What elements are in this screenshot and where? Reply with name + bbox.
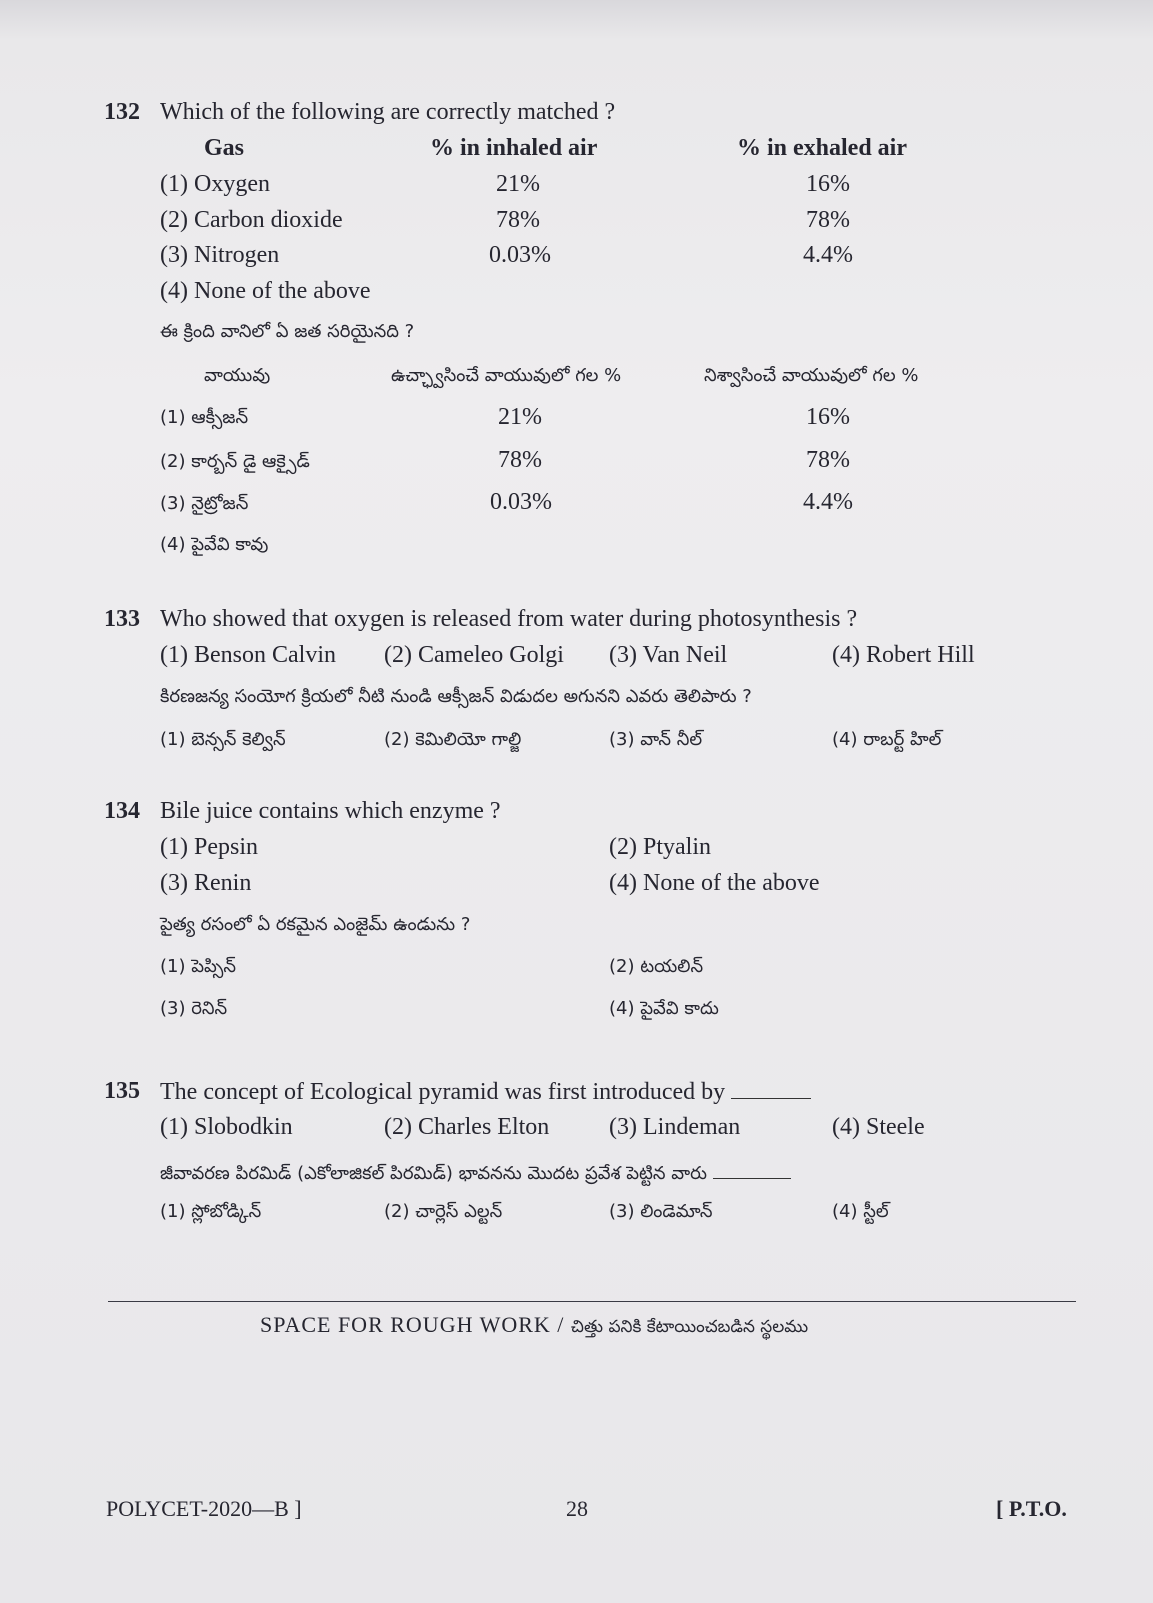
answer-blank [731, 1078, 811, 1099]
option-1-telugu: (1) స్లోబోడ్కిన్ [160, 1201, 262, 1222]
option-exhaled-value: 78% [806, 447, 850, 473]
rough-work-english: SPACE FOR ROUGH WORK [260, 1312, 551, 1337]
option-3: (3) Van Neil [609, 642, 728, 668]
table-header-inhaled: % in inhaled air [430, 135, 598, 161]
question-text-telugu-line [160, 1158, 791, 1188]
table-header-gas: Gas [204, 135, 245, 161]
rough-work-separator: / [550, 1312, 571, 1337]
option-label: (4) None of the above [160, 278, 371, 304]
option-4-telugu: (4) పైవేవి కాదు [609, 998, 719, 1019]
question-text-line [160, 1078, 811, 1106]
option-exhaled-value: 16% [806, 171, 850, 197]
divider-line [108, 1301, 1076, 1302]
option-3-telugu: (3) వాన్ నీల్ [609, 729, 703, 750]
option-exhaled-value: 16% [806, 404, 850, 430]
option-label-telugu: (2) కార్బన్ డై ఆక్సైడ్ [160, 451, 310, 472]
option-1-telugu: (1) బెన్సన్ కెల్విన్ [160, 729, 286, 750]
question-text: Bile juice contains which enzyme ? [160, 798, 501, 824]
option-2-telugu: (2) టయలిన్ [609, 956, 704, 977]
option-label: (2) Carbon dioxide [160, 207, 343, 233]
option-2-telugu: (2) కెమిలియో గాల్జి [384, 729, 522, 750]
option-2: (2) Charles Elton [384, 1114, 550, 1140]
option-label: (1) Oxygen [160, 171, 270, 197]
question-number: 133 [104, 606, 140, 632]
option-4: (4) Robert Hill [832, 642, 975, 668]
rough-work-telugu: చిత్తు పనికి కేటాయించబడిన స్థలము [570, 1317, 809, 1337]
option-inhaled-value: 0.03% [490, 489, 552, 515]
option-exhaled-value: 78% [806, 207, 850, 233]
option-label: (3) Nitrogen [160, 242, 280, 268]
question-text-telugu: పైత్య రసంలో ఏ రకమైన ఎంజైమ్ ఉండును ? [160, 914, 471, 935]
option-2: (2) Cameleo Golgi [384, 642, 564, 668]
question-text: Which of the following are correctly matched ? [160, 99, 616, 125]
question-number: 132 [104, 99, 140, 125]
option-inhaled-value: 78% [498, 447, 542, 473]
option-4-telugu: (4) రాబర్ట్ హిల్ [832, 729, 942, 750]
option-1: (1) Benson Calvin [160, 642, 336, 668]
option-inhaled-value: 78% [496, 207, 540, 233]
question-text-telugu: ఈ క్రింది వానిలో ఏ జత సరియైనది ? [160, 321, 415, 342]
question-number: 134 [104, 798, 140, 824]
option-exhaled-value: 4.4% [803, 489, 853, 515]
option-inhaled-value: 0.03% [489, 242, 551, 268]
footer-pto: [ P.T.O. [996, 1496, 1067, 1521]
option-inhaled-value: 21% [496, 171, 540, 197]
option-1: (1) Pepsin [160, 834, 258, 860]
option-label-telugu: (3) నైట్రోజన్ [160, 493, 249, 514]
option-3-telugu: (3) లిండెమాన్ [609, 1201, 713, 1222]
question-text: Who showed that oxygen is released from water during photosynthesis ? [160, 606, 858, 632]
question-number: 135 [104, 1078, 140, 1104]
option-exhaled-value: 4.4% [803, 242, 853, 268]
question-text-telugu: కిరణజన్య సంయోగ క్రియలో నీటి నుండి ఆక్సీజన్ విడుదల అగునని ఎవరు తెలిపారు ? [160, 686, 752, 707]
option-1-telugu: (1) పెప్సిన్ [160, 956, 236, 977]
table-header-inhaled-telugu: ఉచ్ఛ్వాసించే వాయువులో గల % [391, 365, 622, 386]
option-3-telugu: (3) రెనిన్ [160, 998, 228, 1019]
option-4: (4) Steele [832, 1114, 925, 1140]
option-3: (3) Renin [160, 870, 252, 896]
question-text: The concept of Ecological pyramid was first introduced by [160, 1079, 726, 1105]
table-header-exhaled-telugu: నిశ్వాసించే వాయువులో గల % [704, 365, 919, 386]
option-label-telugu: (4) పైవేవి కావు [160, 534, 269, 555]
option-4: (4) None of the above [609, 870, 820, 896]
option-3: (3) Lindeman [609, 1114, 741, 1140]
answer-blank [713, 1158, 791, 1179]
option-1: (1) Slobodkin [160, 1114, 293, 1140]
table-header-gas-telugu: వాయువు [204, 365, 271, 386]
footer-page-number: 28 [566, 1496, 588, 1521]
option-2: (2) Ptyalin [609, 834, 711, 860]
rough-work-label [260, 1312, 808, 1341]
table-header-exhaled: % in exhaled air [737, 135, 908, 161]
option-2-telugu: (2) చార్లెస్ ఎల్టన్ [384, 1201, 503, 1222]
option-inhaled-value: 21% [498, 404, 542, 430]
option-4-telugu: (4) స్టీల్ [832, 1201, 889, 1222]
question-text-telugu: జీవావరణ పిరమిడ్ (ఎకోలాజికల్ పిరమిడ్) భావనను మొదట ప్రవేశ పెట్టిన వారు [160, 1163, 708, 1184]
option-label-telugu: (1) ఆక్సీజన్ [160, 407, 249, 428]
footer-exam-code: POLYCET-2020—B ] [106, 1496, 302, 1521]
